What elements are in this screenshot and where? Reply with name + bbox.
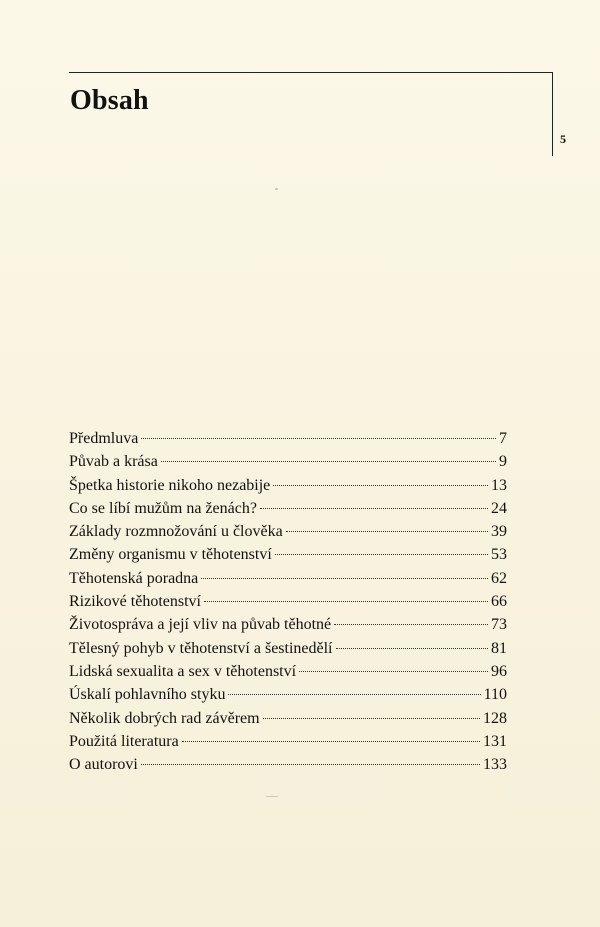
toc-entry (69, 590, 507, 613)
toc-entry (69, 637, 507, 660)
dot-leader (141, 764, 480, 765)
dot-leader (204, 601, 488, 602)
toc-entry-page: 128 (483, 709, 507, 727)
toc-entry (69, 567, 507, 590)
toc-entry-label: O autorovi (69, 756, 138, 774)
toc-entry-page: 24 (491, 499, 507, 517)
dot-leader (141, 438, 496, 439)
toc-entry-page: 133 (483, 756, 507, 774)
toc-entry-page: 110 (483, 686, 507, 704)
paper-speck (275, 188, 278, 190)
toc-entry (69, 660, 507, 683)
toc-entry (69, 474, 507, 497)
toc-entry-label: Půvab a krása (69, 453, 158, 471)
page-number: 5 (560, 132, 566, 146)
dot-leader (286, 531, 488, 532)
toc-entry-page: 62 (491, 569, 507, 587)
dot-leader (201, 578, 488, 579)
frame-top-rule (69, 72, 553, 73)
toc-entry (69, 613, 507, 636)
toc-entry-page: 96 (491, 662, 507, 680)
toc-entry-label: Životospráva a její vliv na půvab těhotné (69, 616, 332, 634)
toc-entry-page: 9 (499, 453, 507, 471)
toc-entry (69, 707, 507, 730)
page-title: Obsah (70, 85, 149, 116)
toc-entry-label: Změny organismu v těhotenství (69, 546, 272, 564)
toc-entry-label: Základy rozmnožování u člověka (69, 523, 283, 541)
frame-right-rule (552, 72, 553, 156)
toc-entry (69, 427, 507, 450)
toc-entry (69, 543, 507, 566)
dot-leader (275, 554, 488, 555)
dot-leader (260, 508, 488, 509)
toc-entry-page: 53 (491, 546, 507, 564)
dot-leader (299, 671, 488, 672)
dot-leader (263, 718, 480, 719)
toc-entry (69, 497, 507, 520)
dot-leader (273, 485, 488, 486)
toc-entry-label: Několik dobrých rad závěrem (69, 709, 260, 727)
toc-entry-label: Použitá literatura (69, 732, 179, 750)
toc-entry-label: Úskalí pohlavního styku (69, 686, 226, 704)
toc-entry-page: 81 (491, 639, 507, 657)
toc-entry (69, 753, 507, 776)
table-of-contents (69, 427, 507, 776)
toc-entry-label: Tělesný pohyb v těhotenství a šestinedělí (69, 639, 333, 657)
toc-entry-label: Rizikové těhotenství (69, 593, 201, 611)
toc-entry-page: 39 (491, 523, 507, 541)
toc-entry-page: 7 (499, 430, 507, 447)
toc-entry-label: Lidská sexualita a sex v těhotenství (69, 662, 297, 680)
dot-leader (228, 694, 480, 695)
toc-entry (69, 520, 507, 543)
toc-entry-label: Těhotenská poradna (69, 569, 199, 587)
toc-entry-page: 13 (491, 476, 507, 494)
toc-entry-page: 73 (491, 616, 507, 634)
toc-entry (69, 730, 507, 753)
dot-leader (336, 648, 489, 649)
toc-entry-label: Předmluva (69, 430, 139, 447)
toc-entry-page: 131 (483, 732, 507, 750)
toc-entry-label: Špetka historie nikoho nezabije (69, 476, 271, 494)
toc-entry (69, 683, 507, 706)
toc-entry (69, 450, 507, 473)
toc-entry-page: 66 (491, 593, 507, 611)
paper-speck (265, 796, 279, 797)
dot-leader (161, 461, 496, 462)
dot-leader (334, 624, 488, 625)
toc-entry-label: Co se líbí mužům na ženách? (69, 499, 257, 517)
dot-leader (182, 741, 480, 742)
